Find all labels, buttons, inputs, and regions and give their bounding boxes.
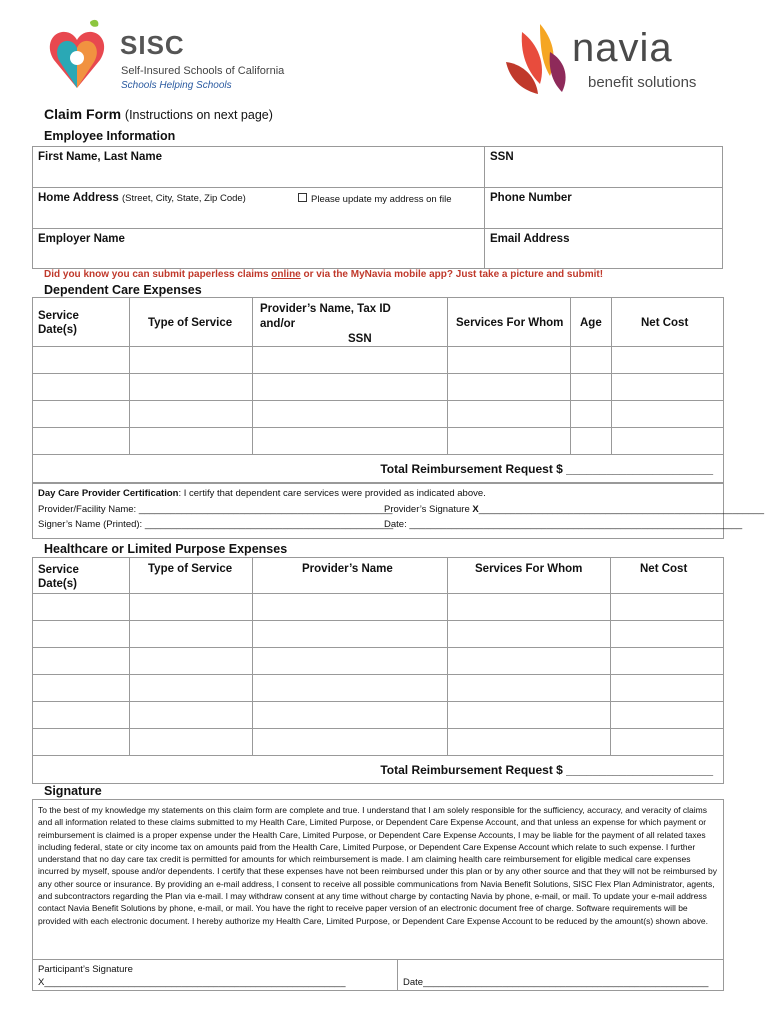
table-cell[interactable]: [253, 374, 448, 401]
table-cell[interactable]: [33, 675, 130, 702]
hc-header-service-date: Service Date(s): [33, 558, 130, 594]
first-last-name-input[interactable]: [34, 167, 482, 186]
dependent-care-table: [32, 297, 724, 483]
total-row: [33, 756, 724, 784]
home-address-hint: (Street, City, State, Zip Code): [121, 193, 246, 204]
provider-signature-field[interactable]: [384, 504, 764, 515]
table-row: [33, 428, 724, 455]
table-cell[interactable]: [253, 648, 448, 675]
employee-section-title: Employee Information: [44, 129, 176, 143]
provider-signature-line: ______________________________________________________: [478, 504, 765, 515]
employee-row-line: [32, 187, 723, 188]
provider-signature-label: Provider’s Signature: [384, 504, 473, 515]
table-cell[interactable]: [130, 648, 253, 675]
table-cell[interactable]: [130, 401, 253, 428]
sisc-name: SISC: [120, 30, 185, 60]
update-address-checkbox[interactable]: [298, 193, 307, 202]
certification-heading: Day Care Provider Certification: [38, 488, 179, 499]
certification-body: : I certify that dependent care services were provided as indicated above.: [178, 488, 486, 499]
table-cell[interactable]: [611, 621, 724, 648]
dep-total-label: Total Reimbursement Request $ ______________________: [380, 461, 713, 476]
first-last-name-label: First Name, Last Name: [38, 151, 162, 163]
table-cell[interactable]: [611, 648, 724, 675]
email-input[interactable]: [486, 249, 721, 268]
table-cell[interactable]: [33, 594, 130, 621]
table-row: [33, 374, 724, 401]
table-cell[interactable]: [253, 675, 448, 702]
healthcare-section-title: Healthcare or Limited Purpose Expenses: [44, 542, 288, 556]
table-cell[interactable]: [130, 594, 253, 621]
dep-header-provider: Provider’s Name, Tax ID and/or SSN: [253, 298, 448, 347]
signature-row-line: [32, 959, 724, 960]
table-cell[interactable]: [612, 374, 724, 401]
signature-section-title: Signature: [44, 784, 102, 798]
table-cell[interactable]: [611, 594, 724, 621]
hc-total-label: Total Reimbursement Request $ ______________________: [380, 762, 713, 777]
table-cell[interactable]: [130, 675, 253, 702]
total-row: [33, 455, 724, 483]
ssn-input[interactable]: [486, 167, 721, 186]
table-cell[interactable]: [130, 702, 253, 729]
provider-signature-x: X: [472, 504, 479, 515]
table-cell[interactable]: [448, 401, 571, 428]
table-cell[interactable]: [33, 374, 130, 401]
table-cell[interactable]: [33, 648, 130, 675]
hc-header-type: Type of Service: [130, 558, 253, 594]
table-cell[interactable]: [571, 401, 612, 428]
table-cell[interactable]: [253, 347, 448, 374]
table-cell[interactable]: [253, 702, 448, 729]
dep-header-age: Age: [571, 298, 612, 347]
table-cell[interactable]: [448, 648, 611, 675]
table-cell[interactable]: [253, 729, 448, 756]
table-cell[interactable]: [611, 702, 724, 729]
sisc-slogan: Schools Helping Schools: [121, 80, 232, 91]
paperless-notice: [44, 269, 603, 280]
form-title: [44, 106, 273, 122]
table-cell[interactable]: [33, 401, 130, 428]
healthcare-table: [32, 557, 724, 784]
table-cell[interactable]: [130, 428, 253, 455]
table-cell[interactable]: [33, 347, 130, 374]
employee-divider: [484, 146, 485, 269]
home-address-input[interactable]: [34, 208, 482, 227]
employer-input[interactable]: [34, 249, 482, 268]
navia-subtitle: benefit solutions: [588, 74, 697, 91]
signer-name-field[interactable]: Signer’s Name (Printed): _______________________________________________: [38, 519, 394, 530]
home-address-text: Home Address: [38, 192, 119, 204]
dep-total-cell[interactable]: [33, 455, 724, 483]
form-title-main: Claim Form: [44, 106, 122, 122]
table-cell[interactable]: [448, 702, 611, 729]
navia-logo: [500, 22, 730, 102]
hc-header-for-whom: Services For Whom: [448, 558, 611, 594]
table-cell[interactable]: [33, 702, 130, 729]
table-cell[interactable]: [571, 374, 612, 401]
table-cell[interactable]: [571, 428, 612, 455]
table-cell[interactable]: [253, 621, 448, 648]
table-cell[interactable]: [130, 347, 253, 374]
table-cell[interactable]: [448, 594, 611, 621]
table-cell[interactable]: [448, 729, 611, 756]
online-link[interactable]: online: [271, 269, 301, 280]
employer-label: Employer Name: [38, 233, 125, 245]
table-cell[interactable]: [448, 428, 571, 455]
table-cell[interactable]: [448, 374, 571, 401]
table-row: [33, 729, 724, 756]
table-cell[interactable]: [571, 347, 612, 374]
table-row: [33, 648, 724, 675]
email-label: Email Address: [490, 233, 570, 245]
table-cell[interactable]: [612, 401, 724, 428]
navia-name: navia: [572, 26, 673, 70]
table-cell[interactable]: [253, 594, 448, 621]
table-row: [33, 675, 724, 702]
participant-signature-line[interactable]: X_________________________________________________________: [38, 977, 346, 988]
table-cell[interactable]: [253, 428, 448, 455]
provider-date-field[interactable]: Date: _______________________________________________________________: [384, 519, 743, 530]
table-cell[interactable]: [253, 401, 448, 428]
table-cell[interactable]: [611, 729, 724, 756]
table-cell[interactable]: [33, 729, 130, 756]
dep-header-for-whom: Services For Whom: [448, 298, 571, 347]
table-cell[interactable]: [448, 675, 611, 702]
navia-flame-icon: [500, 22, 572, 102]
ssn-label: SSN: [490, 151, 514, 163]
dep-header-service-date: Service Date(s): [33, 298, 130, 347]
table-cell[interactable]: [448, 347, 571, 374]
table-cell[interactable]: [33, 621, 130, 648]
participant-date-line[interactable]: Date______________________________________________________: [403, 977, 709, 988]
table-cell[interactable]: [612, 347, 724, 374]
hc-header-provider: Provider’s Name: [253, 558, 448, 594]
table-row: [33, 347, 724, 374]
table-row: [33, 594, 724, 621]
table-cell[interactable]: [130, 374, 253, 401]
sisc-tagline: Self-Insured Schools of California: [121, 65, 285, 77]
participant-signature-label: Participant’s Signature: [38, 964, 133, 975]
dependent-section-title: Dependent Care Expenses: [44, 283, 202, 297]
table-row: [33, 621, 724, 648]
home-address-label: [38, 192, 246, 204]
signature-divider: [397, 959, 398, 991]
form-title-sub: (Instructions on next page): [124, 108, 273, 122]
dep-header-type: Type of Service: [130, 298, 253, 347]
sisc-heart-icon: [46, 18, 108, 94]
table-cell[interactable]: [130, 621, 253, 648]
facility-name-field[interactable]: Provider/Facility Name: ________________________________________________: [38, 504, 393, 515]
table-cell[interactable]: [611, 675, 724, 702]
table-cell[interactable]: [130, 729, 253, 756]
notice-pre: Did you know you can submit paperless claims: [44, 269, 272, 280]
phone-label: Phone Number: [490, 192, 572, 204]
hc-total-cell[interactable]: [33, 756, 724, 784]
dep-header-net-cost: Net Cost: [612, 298, 724, 347]
hc-header-net-cost: Net Cost: [611, 558, 724, 594]
update-address-option[interactable]: [298, 193, 451, 205]
certification-text: [38, 488, 486, 499]
update-address-text: Please update my address on file: [311, 194, 452, 205]
table-row: [33, 401, 724, 428]
table-cell[interactable]: [448, 621, 611, 648]
sisc-logo: [46, 18, 296, 98]
employee-row-line: [32, 228, 723, 229]
table-cell[interactable]: [612, 428, 724, 455]
notice-post: or via the MyNavia mobile app? Just take a picture and submit!: [300, 269, 604, 280]
table-row: [33, 702, 724, 729]
phone-input[interactable]: [486, 208, 721, 227]
table-cell[interactable]: [33, 428, 130, 455]
attestation-text: To the best of my knowledge my statements on this claim form are complete and true. I understand that I am solely responsible for the sufficiency, accuracy, and veracity of claims and all information related to these claims submitted to my Health Care, Limited Purpose, or Dependent Care Expense Account, and that unless an expense for which payment or reimbursement is claimed is a proper expense under the Health Care, Limited Purpose, or Dependent Care Expense Accounts, I may be liable for the payment of all related taxes including federal, state or city income tax on amounts paid from the Health Care, Limited Purpose, or Dependent Care Expense Account which relate to such expense. I further understand that no day care tax credit is permitted for amounts for which reimbursement is made. I am claiming health care reimbursement for eligible medical care expenses incurred by myself, spouse and/or dependents. I certify that these expenses have not been reimbursed under this plan or by any other source and that they will not be reimbursed by any other source or insurance. By providing an e-mail address, I consent to receive all possible communications from Navia Benefit Solutions, SISC Flex Plan Administrator, agents, and subcontractors regarding the Plan via e-mail. I may withdraw consent at any time without charge by contacting Navia by phone, e-mail, or mail. To update your e-mail address contact Navia Benefit Solutions by phone, e-mail, or mail. You have the right to receive paper version of an electronic document free of charge. Software requirements will be provided with each electronic document. I hereby authorize my Health Care, Limited Purpose, or Dependent Care Expense Account to be reduced by the amount(s) shown above.: [38, 805, 717, 926]
